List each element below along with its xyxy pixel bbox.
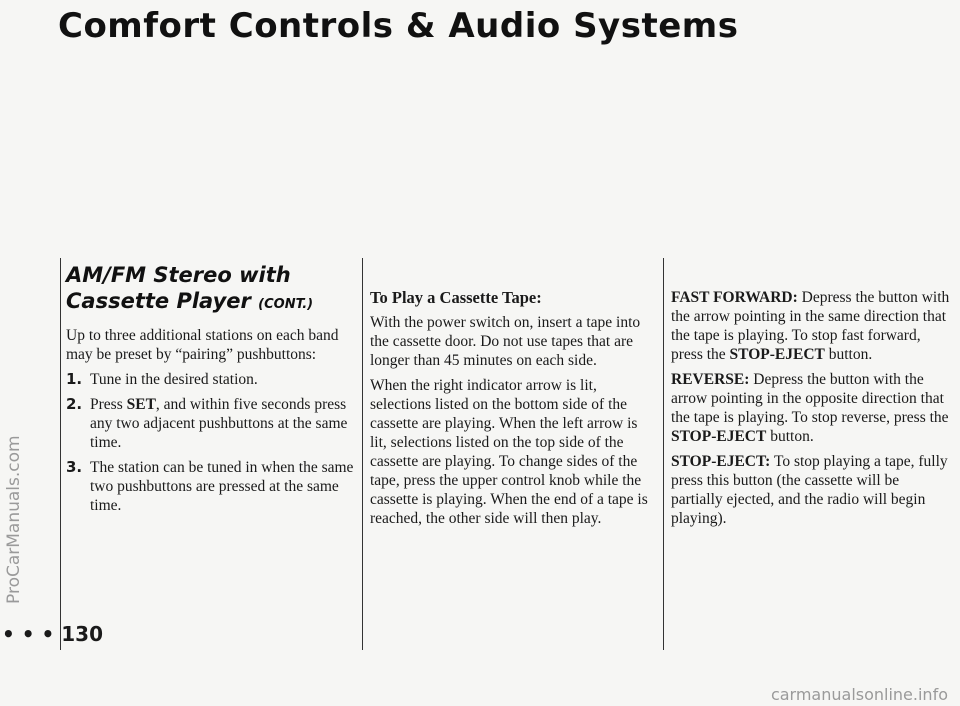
column-2 [370, 288, 656, 534]
reverse-paragraph [671, 370, 953, 446]
step-2-number: 2. [66, 395, 83, 413]
page-number: • • • 130 [2, 622, 103, 646]
step-2-set-keyword: SET [126, 396, 156, 413]
stop-eject-text: To stop playing a tape, fully press this button (the cassette will be partially ejected, and the radio will begin playing). [671, 453, 948, 527]
cassette-insert-paragraph: With the power switch on, insert a tape into the cassette door. Do not use tapes that are longer than 45 minutes on each side. [370, 314, 641, 369]
section-heading-text: AM/FM Stereo with Cassette Player [66, 263, 291, 313]
fast-forward-label: FAST FORWARD: [671, 289, 798, 306]
column-3 [671, 288, 953, 534]
step-1-text: Tune in the desired station. [90, 371, 258, 388]
step-1-number: 1. [66, 370, 83, 388]
column-divider-middle [362, 258, 363, 650]
section-heading [66, 262, 354, 318]
step-1 [66, 370, 354, 389]
stop-eject-label: STOP-EJECT: [671, 453, 771, 470]
step-3-number: 3. [66, 458, 83, 476]
step-2 [66, 395, 354, 452]
page-title: Comfort Controls & Audio Systems [58, 6, 739, 46]
column-1 [66, 262, 354, 521]
step-2-post: , and within five seconds press any two adjacent pushbuttons at the same time. [90, 396, 348, 451]
column-divider-right [663, 258, 664, 650]
fast-forward-stop-eject: STOP-EJECT [729, 346, 825, 363]
fast-forward-text-b: button. [824, 346, 873, 363]
step-2-pre: Press [90, 396, 127, 413]
section-heading-cont: (CONT.) [258, 297, 314, 312]
reverse-text-b: button. [766, 428, 814, 445]
reverse-label: REVERSE: [671, 371, 750, 388]
cassette-indicator-paragraph: When the right indicator arrow is lit, selections listed on the bottom side of the cassette are playing. When the left arrow is lit, selections listed on the top side of the cassette are playing. To change sides of the tape, press the upper control knob while the cassette is playing. When the end of a tape is reached, the other side will then play. [370, 377, 648, 527]
watermark-left: ProCarManuals.com [4, 435, 24, 604]
pairing-steps [66, 370, 354, 515]
reverse-text-a: Depress the button with the arrow pointing in the opposite direction that the tape is playing. To stop reverse, press the [671, 371, 949, 426]
step-3 [66, 458, 354, 515]
column-divider-left [60, 258, 61, 650]
cassette-heading: To Play a Cassette Tape: [370, 288, 542, 307]
pairing-intro: Up to three additional stations on each band may be preset by “pairing” pushbuttons: [66, 327, 339, 363]
fast-forward-paragraph [671, 288, 953, 364]
stop-eject-paragraph [671, 452, 953, 528]
watermark-bottom: carmanualsonline.info [770, 685, 948, 704]
reverse-stop-eject: STOP-EJECT [671, 428, 767, 445]
step-3-text: The station can be tuned in when the same two pushbuttons are pressed at the same time. [90, 459, 354, 514]
fast-forward-text-a: Depress the button with the arrow pointing in the same direction that the tape is playing. To stop fast forward, press the [671, 289, 950, 363]
